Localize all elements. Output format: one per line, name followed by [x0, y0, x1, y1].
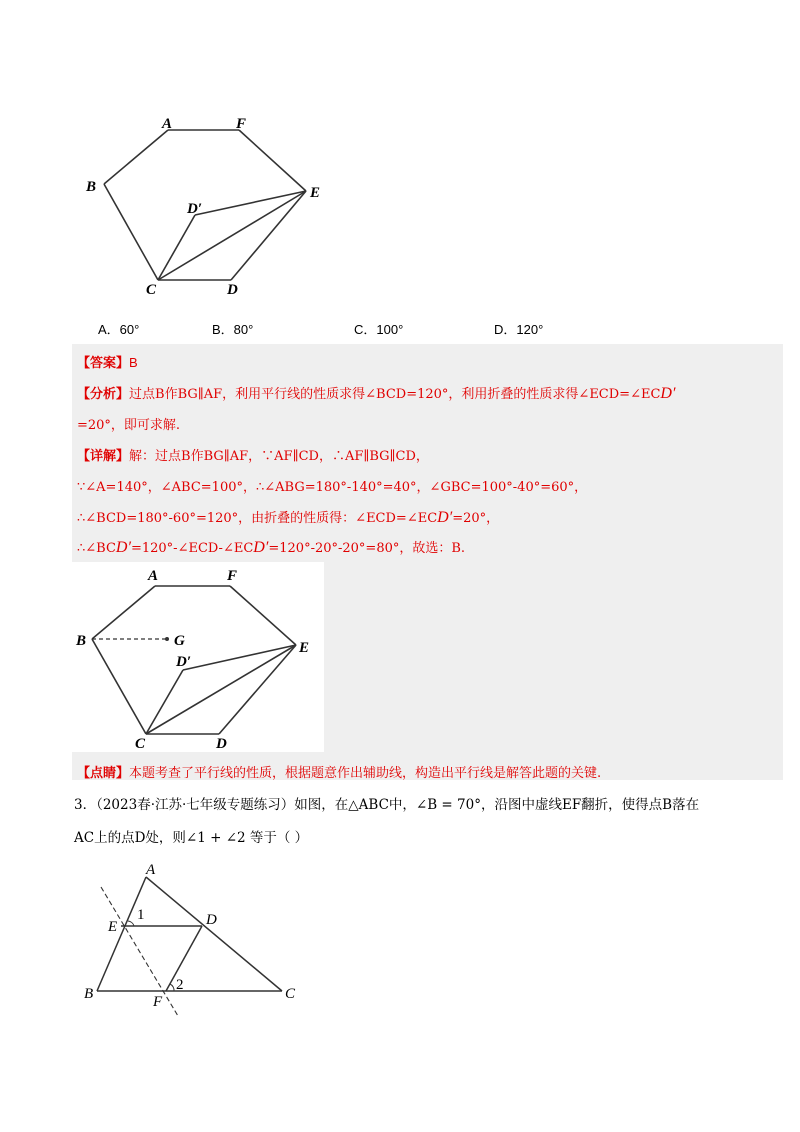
angle-label-2: 2 — [176, 977, 184, 993]
answer-value: B — [129, 355, 138, 370]
label-D: D — [227, 282, 238, 298]
fig2-segment-ce — [146, 645, 296, 734]
question-3-line-2: AC上的点D处，则∠1 + ∠2 等于（ ） — [74, 830, 309, 846]
option-c: C．100° — [354, 322, 404, 337]
hexagon-figure-2 — [72, 562, 324, 752]
tri-label-D: D — [206, 912, 217, 928]
detail-dprime-4b: D′ — [253, 539, 269, 556]
detail-text-1: 解：过点B作BG∥AF，∵AF∥CD，∴AF∥BG∥CD， — [129, 449, 429, 464]
segment-DF — [166, 926, 202, 991]
fig2-segment-de — [219, 645, 296, 734]
segment-ce — [158, 191, 306, 280]
segment-bc — [104, 184, 158, 280]
fig2-label-B: B — [76, 633, 87, 649]
comment-tag: 【点睛】 — [77, 766, 130, 781]
fig2-label-E: E — [299, 640, 310, 656]
fig2-segment-cdp — [146, 670, 183, 734]
fig2-segment-ab — [92, 586, 155, 639]
detail-line-3 — [77, 507, 499, 527]
analysis-dprime: D′ — [660, 385, 676, 402]
label-F: F — [236, 116, 247, 132]
label-E: E — [310, 185, 321, 201]
fig2-label-F: F — [227, 568, 238, 584]
hexagon-figure-1 — [80, 110, 330, 300]
fig2-label-Dprime: D′ — [176, 654, 192, 670]
detail-text-3b: =20°， — [452, 511, 500, 526]
label-A: A — [162, 116, 173, 132]
label-B: B — [86, 179, 97, 195]
question-3-line-1: 3．（2023春·江苏·七年级专题练习）如图，在△ABC中，∠B = 70°，沿图中虚线EF翻折，使得点B落在 — [74, 797, 700, 813]
detail-text-4c: =120°-20°-20°=80°，故选：B. — [268, 541, 466, 556]
answer-line — [77, 352, 138, 371]
answer-tag: 【答案】 — [77, 356, 130, 371]
option-d: D．120° — [494, 322, 544, 337]
fig2-label-D: D — [216, 736, 227, 752]
comment-line — [77, 762, 601, 781]
detail-line-4 — [77, 537, 465, 557]
fig2-segment-dpe — [183, 645, 296, 670]
tri-label-C: C — [285, 986, 296, 1002]
analysis-line-1 — [77, 383, 675, 403]
detail-tag: 【详解】 — [77, 449, 130, 464]
analysis-text-1: 过点B作BG∥AF，利用平行线的性质求得∠BCD=120°，利用折叠的性质求得∠ECD=∠EC — [129, 387, 661, 402]
analysis-tag: 【分析】 — [77, 387, 130, 402]
angle-2-arc — [170, 984, 174, 991]
detail-text-3a: ∴∠BCD=180°-60°=120°，由折叠的性质得：∠ECD=∠EC — [77, 511, 438, 526]
label-Dprime: D′ — [187, 201, 203, 217]
option-a: A．60° — [98, 322, 140, 337]
fig2-label-G: G — [174, 633, 185, 649]
label-C: C — [146, 282, 157, 298]
segment-cdp — [158, 215, 195, 280]
tri-label-A: A — [146, 862, 156, 878]
point-G — [165, 637, 169, 641]
option-b: B．80° — [212, 322, 254, 337]
detail-dprime-3: D′ — [437, 509, 453, 526]
fig2-label-C: C — [135, 736, 146, 752]
detail-line-2: ∵∠A=140°，∠ABC=100°，∴∠ABG=180°-140°=40°，∠GBC=100°-40°=60°， — [77, 480, 588, 495]
detail-text-4b: =120°-∠ECD-∠EC — [130, 541, 254, 556]
segment-ab — [104, 130, 168, 184]
segment-fe — [239, 130, 306, 191]
tri-label-B: B — [84, 986, 94, 1002]
triangle-figure-3 — [80, 860, 310, 1025]
fig2-segment-bc — [92, 639, 146, 734]
detail-text-4a: ∴∠BC — [77, 541, 116, 556]
detail-line-1 — [77, 445, 429, 464]
segment-AB — [97, 877, 146, 991]
fig2-label-A: A — [148, 568, 159, 584]
segment-AC — [146, 877, 282, 991]
tri-label-E: E — [108, 919, 118, 935]
detail-dprime-4a: D′ — [115, 539, 131, 556]
comment-text: 本题考查了平行线的性质，根据题意作出辅助线，构造出平行线是解答此题的关键. — [129, 766, 602, 781]
angle-label-1: 1 — [137, 907, 145, 923]
hexagon-figure-2-box — [72, 562, 324, 752]
analysis-line-2: =20°，即可求解. — [77, 418, 181, 433]
fig2-segment-fe — [230, 586, 296, 645]
tri-label-F: F — [153, 994, 163, 1010]
